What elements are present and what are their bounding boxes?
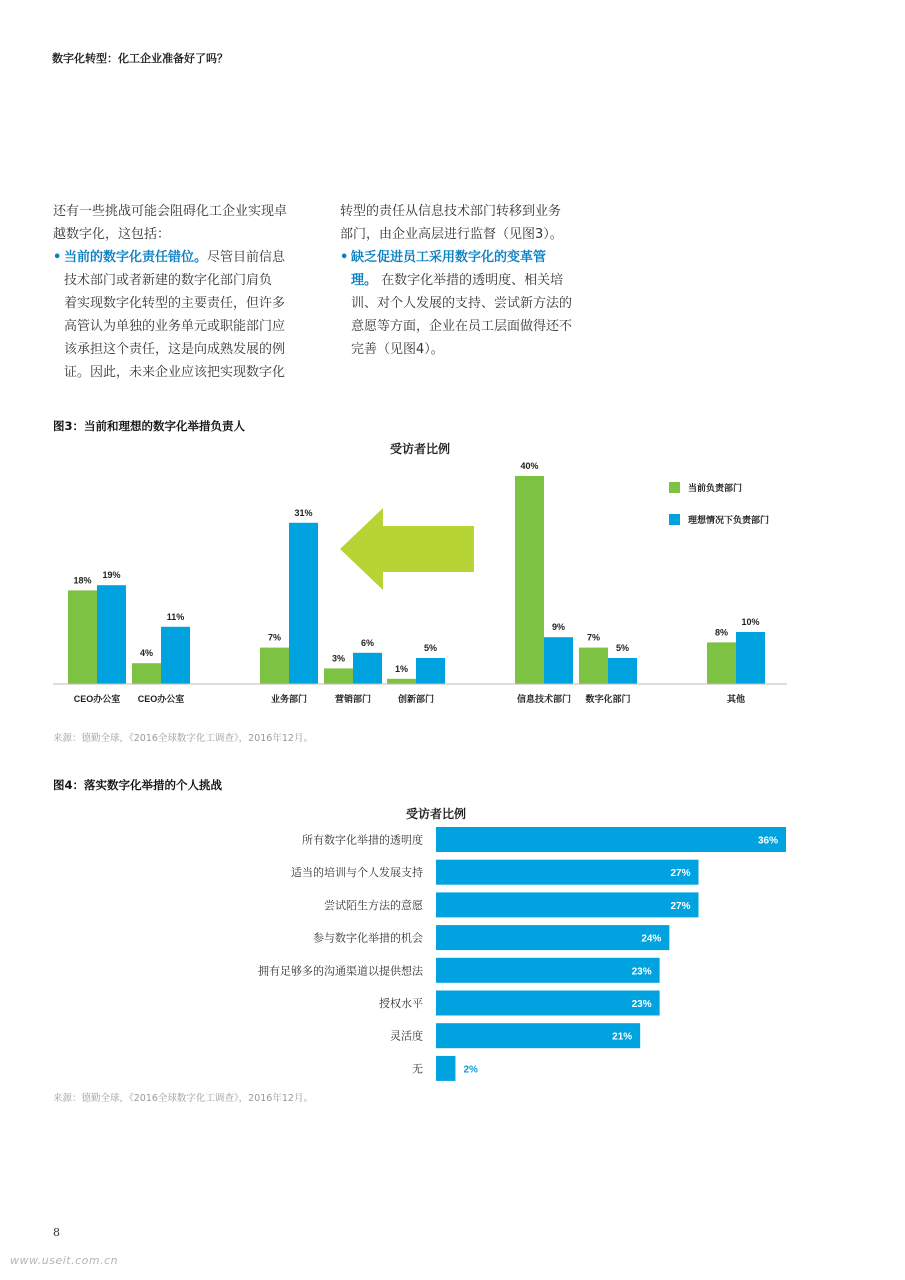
bar-ideal [736,632,765,684]
category-label: 授权水平 [379,998,423,1010]
legend-swatch [669,482,680,493]
category-label: 尝试陌生方法的意愿 [324,899,423,912]
category-label: 拥有足够多的沟通渠道以提供想法 [258,965,423,978]
figure-4-subtitle: 受访者比例 [405,807,467,821]
bar [436,991,660,1016]
bullet-1-lead: 当前的数字化责任错位。 [64,250,208,265]
body-column-right [340,200,588,361]
bar-ideal [416,658,445,684]
bar-ideal [353,653,382,684]
bar [436,958,660,983]
figure-3-subtitle: 受访者比例 [389,442,451,456]
category-label: 营销部门 [334,694,372,704]
data-label: 6% [360,637,375,648]
data-label: 36% [757,835,778,847]
bullet-dot-icon: • [340,250,349,265]
category-label: CEO办公室 [73,694,121,704]
data-label: 3% [331,653,346,664]
running-header: 数字化转型：化工企业准备好了吗？ [52,52,228,65]
data-label: 27% [670,900,691,912]
category-label: 灵活度 [390,1030,423,1043]
category-label: 信息技术部门 [516,694,572,704]
bullet-1-line-2: 技术部门或者新建的数字化部门肩负 [64,273,273,288]
bullet-dot-icon: • [53,250,62,265]
data-label: 7% [586,632,601,643]
data-label: 7% [267,632,282,643]
data-label: 5% [423,643,438,653]
figure-3-chart [0,436,905,726]
bullet-1-line-5: 该承担这个责任，这是向成熟发展的例 [64,342,286,357]
figure-3-source: 来源：德勤全球，《2016全球数字化工调查》，2016年12月。 [53,733,313,744]
legend-label: 当前负责部门 [688,483,743,493]
bar-current [387,679,416,684]
bar-current [579,648,608,684]
bullet-2-line2-rest: 在数字化举措的透明度、相关培 [377,273,564,288]
data-label: 8% [714,627,729,638]
category-label: 业务部门 [270,694,308,704]
data-label: 9% [551,622,566,633]
category-label: 适当的培训与个人发展支持 [291,867,423,880]
bullet-2 [340,246,588,269]
bar [436,1056,455,1081]
page-number: 8 [53,1226,60,1239]
category-label: 参与数字化举措的机会 [313,932,423,945]
bar [436,925,669,950]
bar-current [515,476,544,684]
data-label: 40% [520,461,539,471]
category-label: 创新部门 [397,694,435,704]
data-label: 10% [741,617,760,627]
bar-ideal [289,523,318,684]
bar [436,827,786,852]
bullet-2-line-4: 意愿等方面，企业在员工层面做得还不 [351,319,573,334]
data-label: 21% [612,1031,633,1043]
bullet-2-lead-line-2: 理。 [351,273,378,288]
data-label: 18% [73,575,92,586]
data-label: 2% [463,1064,478,1076]
figure-4-source: 来源：德勤全球，《2016全球数字化工调查》，2016年12月。 [53,1093,313,1104]
bullet-2-line-2 [340,269,588,292]
bullet-2-line-5: 完善（见图4）。 [351,342,444,357]
category-label: 数字化部门 [585,694,631,704]
legend-label: 理想情况下负责部门 [688,515,770,525]
bar-ideal [161,627,190,684]
category-label: 所有数字化举措的透明度 [302,834,423,847]
bar-ideal [608,658,637,684]
category-label: 其他 [726,694,746,704]
data-label: 23% [631,966,652,978]
bar-current [132,663,161,684]
data-label: 5% [615,643,630,653]
legend-swatch [669,514,680,525]
body-column-left [53,200,315,384]
bar-current [68,590,97,684]
data-label: 31% [294,507,313,518]
bullet-2-lead-line-1: 缺乏促进员工采用数字化的变革管 [351,250,547,265]
figure-3-title: 图3：当前和理想的数字化举措负责人 [53,419,245,433]
bar-current [324,668,353,684]
bar [436,1023,640,1048]
watermark: www.useit.com.cn [10,1254,119,1267]
data-label: 11% [166,611,185,622]
data-label: 27% [670,868,691,880]
category-label: 无 [412,1063,423,1076]
bullet-1-line-6: 证。因此，未来企业应该把实现数字化 [64,365,286,380]
bullet-1 [53,246,315,269]
data-label: 4% [139,648,154,659]
figure-4-chart [0,800,905,1085]
data-label: 23% [631,999,652,1010]
bullet-1-line1-rest: 尽管目前信息 [207,250,286,265]
intro-line-2: 越数字化，这包括： [53,227,171,242]
data-label: 1% [394,663,409,674]
bar [436,892,699,917]
bullet-1-line-4: 高管认为单独的业务单元或职能部门应 [64,319,286,334]
left-arrow-icon [340,508,474,590]
right-line-2: 部门，由企业高层进行监督（见图3）。 [340,227,563,242]
bar-current [260,648,289,684]
right-line-1: 转型的责任从信息技术部门转移到业务 [340,204,562,219]
bullet-2-line-3: 训、对个人发展的支持、尝试新方法的 [351,296,573,311]
category-label: CEO办公室 [137,694,185,704]
bar [436,860,699,885]
bullet-1-line-3: 着实现数字化转型的主要责任，但许多 [64,296,286,311]
bar-ideal [97,585,126,684]
intro-line-1: 还有一些挑战可能会阻碍化工企业实现卓 [53,204,288,219]
figure-4-title: 图4：落实数字化举措的个人挑战 [53,778,222,792]
bar-current [707,642,736,684]
bar-ideal [544,637,573,684]
data-label: 24% [641,933,662,945]
data-label: 19% [102,570,121,581]
